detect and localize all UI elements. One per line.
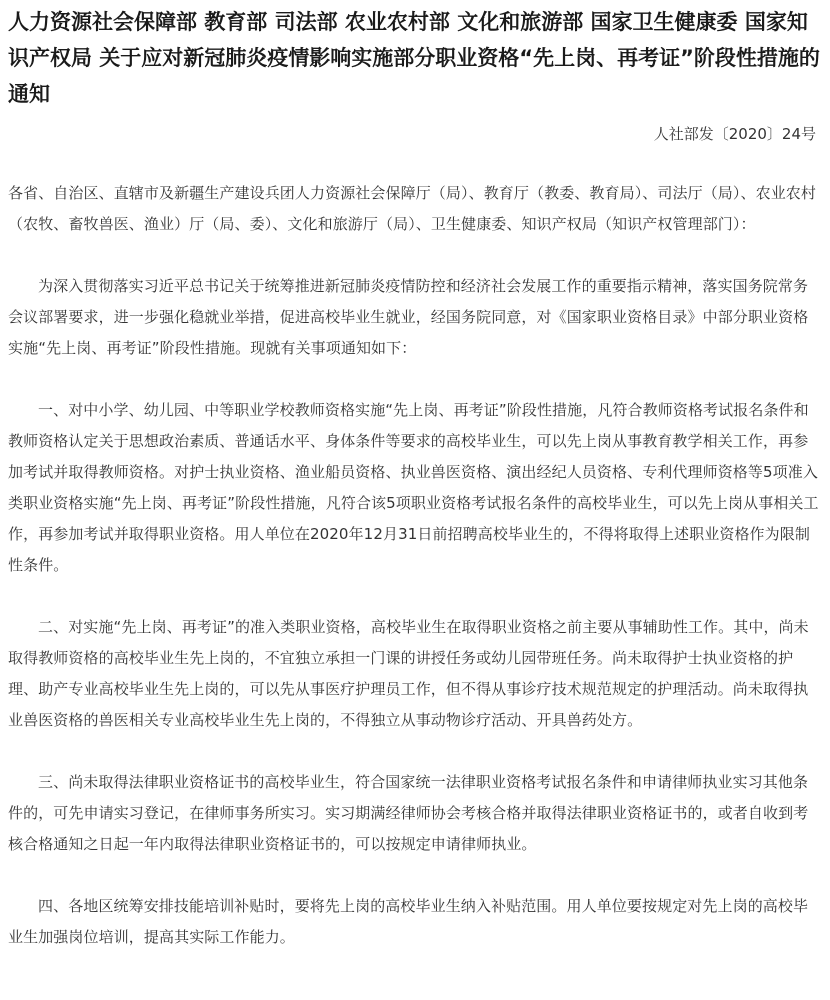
addressee: 各省、自治区、直辖市及新疆生产建设兵团人力资源社会保障厅（局）、教育厅（教委、教育局）、司法厅（局）、农业农村（农牧、畜牧兽医、渔业）厅（局、委）、文化和旅游厅（局）、卫生健康委、知识产权局（知识产权管理部门）： — [8, 184, 817, 233]
paragraph-item-1: 一、对中小学、幼儿园、中等职业学校教师资格实施“先上岗、再考证”阶段性措施，凡符合教师资格考试报名条件和教师资格认定关于思想政治素质、普通话水平、身体条件等要求的高校毕业生，可以先上岗从事教育教学相关工作，再参加考试并取得教师资格。对护士执业资格、渔业船员资格、执业兽医资格、演出经纪人员资格、专利代理师资格等5项准入类职业资格实施“先上岗、再考证”阶段性措施，凡符合该5项职业资格考试报名条件的高校毕业生，可以先上岗从事相关工作，再参加考试并取得职业资格。用人单位在2020年12月31日前招聘高校毕业生的，不得将取得上述职业资格作为限制性条件。 — [8, 401, 819, 574]
paragraph-item-3: 三、尚未取得法律职业资格证书的高校毕业生，符合国家统一法律职业资格考试报名条件和申请律师执业实习其他条件的，可先申请实习登记，在律师事务所实习。实习期满经律师协会考核合格并取得法律职业资格证书的，或者自收到考核合格通知之日起一年内取得法律职业资格证书的，可以按规定申请律师执业。 — [8, 773, 809, 853]
document-title: 人力资源社会保障部 教育部 司法部 农业农村部 文化和旅游部 国家卫生健康委 国家知识产权局 关于应对新冠肺炎疫情影响实施部分职业资格“先上岗、再考证”阶段性措施的通知 — [8, 10, 820, 106]
paragraph-item-2: 二、对实施“先上岗、再考证”的准入类职业资格，高校毕业生在取得职业资格之前主要从事辅助性工作。其中，尚未取得教师资格的高校毕业生先上岗的，不宜独立承担一门课的讲授任务或幼儿园带班任务。尚未取得护士执业资格的护理、助产专业高校毕业生先上岗的，可以先从事医疗护理员工作，但不得从事诊疗技术规范规定的护理活动。尚未取得执业兽医资格的兽医相关专业高校毕业生先上岗的，不得独立从事动物诊疗活动、开具兽药处方。 — [8, 618, 809, 729]
document-number: 人社部发〔2020〕24号 — [653, 125, 816, 143]
paragraph-intro: 为深入贯彻落实习近平总书记关于统筹推进新冠肺炎疫情防控和经济社会发展工作的重要指示精神，落实国务院常务会议部署要求，进一步强化稳就业举措，促进高校毕业生就业，经国务院同意，对《国家职业资格目录》中部分职业资格实施“先上岗、再考证”阶段性措施。现就有关事项通知如下： — [8, 277, 809, 357]
paragraph-item-4: 四、各地区统筹安排技能培训补贴时，要将先上岗的高校毕业生纳入补贴范围。用人单位要按规定对先上岗的高校毕业生加强岗位培训，提高其实际工作能力。 — [8, 897, 809, 946]
